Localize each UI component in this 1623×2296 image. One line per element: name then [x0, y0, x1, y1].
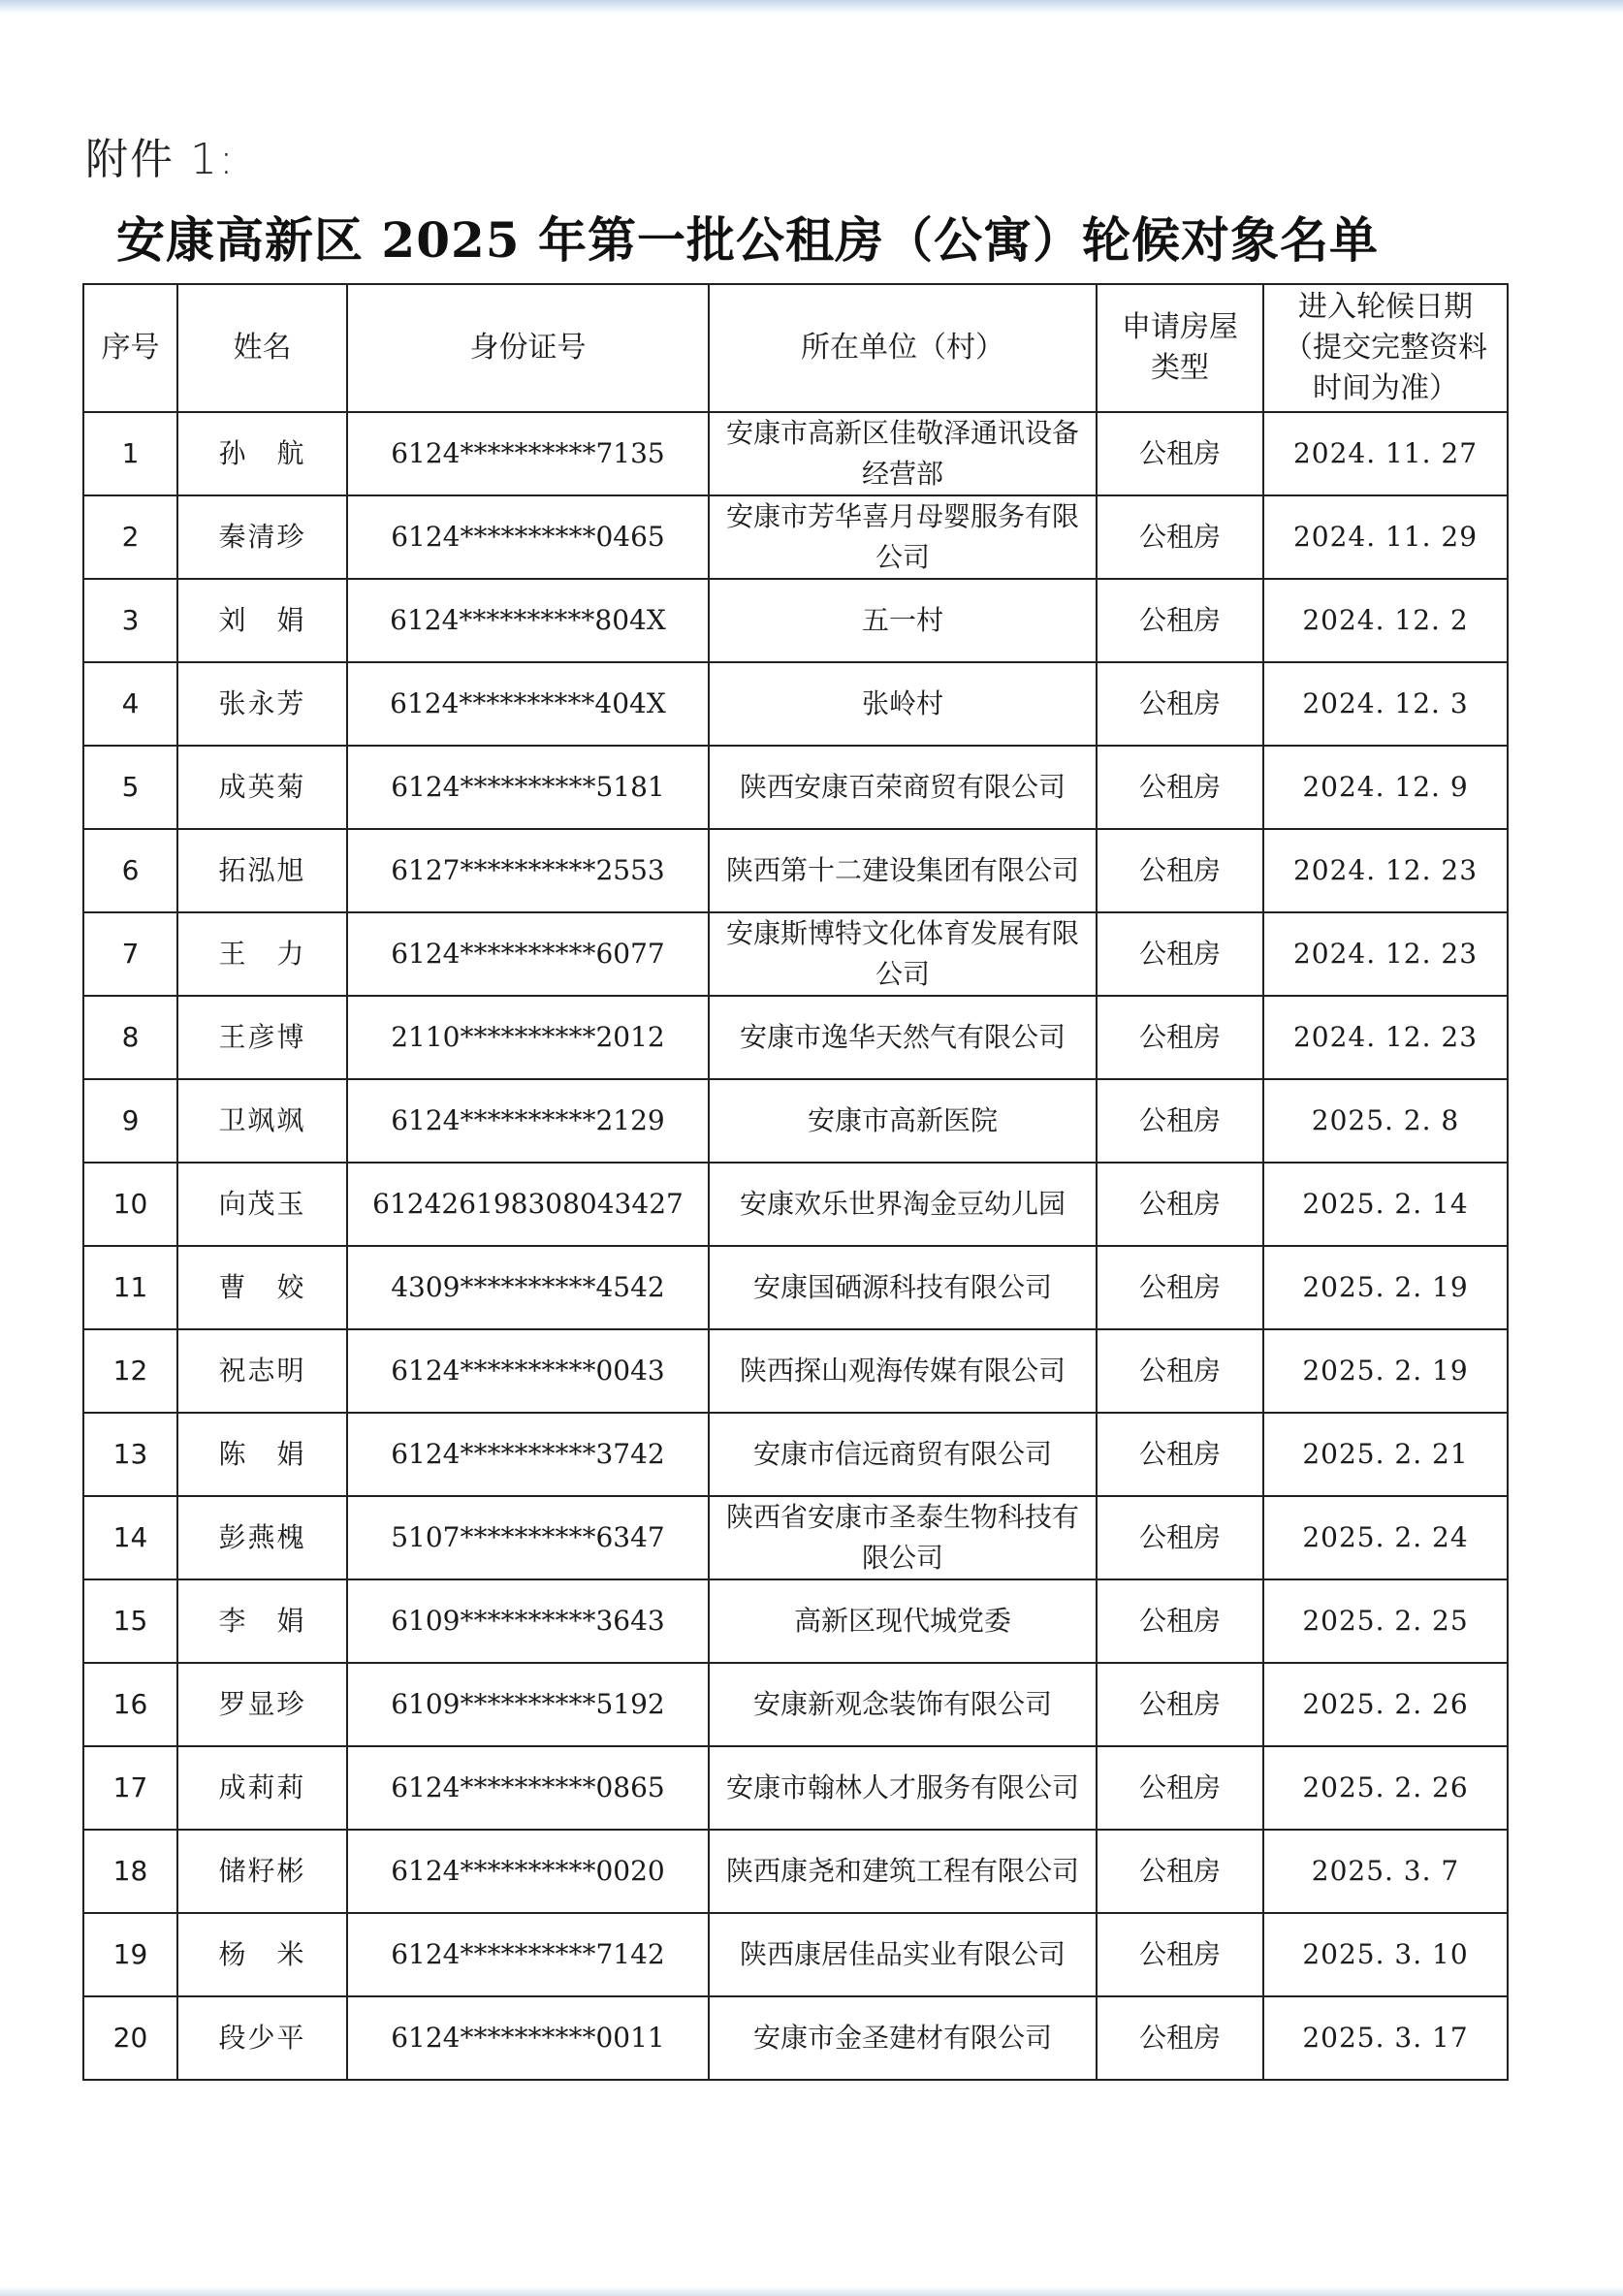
row-housing-type: 公租房: [1097, 1329, 1263, 1413]
row-waitlist-date: 2025. 3. 10: [1263, 1913, 1508, 1996]
table-row: [83, 996, 1508, 1079]
row-waitlist-date: 2025. 2. 24: [1263, 1496, 1508, 1579]
table-row: [83, 495, 1508, 579]
row-number: 10: [83, 1163, 177, 1246]
waitlist-table: [82, 283, 1509, 2081]
row-number: 1: [83, 412, 177, 495]
row-id-number: 6124**********0465: [347, 495, 709, 579]
row-housing-type: 公租房: [1097, 829, 1263, 912]
row-id-number: 612426198308043427: [347, 1163, 709, 1246]
row-unit: 高新区现代城党委: [709, 1579, 1097, 1663]
row-unit: 安康市高新医院: [709, 1079, 1097, 1163]
row-housing-type: 公租房: [1097, 1496, 1263, 1579]
row-housing-type: 公租房: [1097, 1830, 1263, 1913]
row-name: 拓泓旭: [177, 829, 347, 912]
row-waitlist-date: 2024. 12. 23: [1263, 829, 1508, 912]
table-row: [83, 579, 1508, 662]
row-waitlist-date: 2025. 2. 8: [1263, 1079, 1508, 1163]
row-housing-type: 公租房: [1097, 912, 1263, 996]
row-housing-type: 公租房: [1097, 1663, 1263, 1746]
row-number: 5: [83, 746, 177, 829]
row-id-number: 6124**********0865: [347, 1746, 709, 1830]
row-name: 孙 航: [177, 412, 347, 495]
row-waitlist-date: 2025. 2. 21: [1263, 1413, 1508, 1496]
row-number: 3: [83, 579, 177, 662]
row-number: 19: [83, 1913, 177, 1996]
row-id-number: 6124**********404X: [347, 662, 709, 746]
row-name: 祝志明: [177, 1329, 347, 1413]
row-waitlist-date: 2024. 12. 2: [1263, 579, 1508, 662]
row-id-number: 6124**********7142: [347, 1913, 709, 1996]
row-number: 7: [83, 912, 177, 996]
row-name: 王彦博: [177, 996, 347, 1079]
row-name: 杨 米: [177, 1913, 347, 1996]
row-unit: 安康市高新区佳敬泽通讯设备经营部: [709, 412, 1097, 495]
row-waitlist-date: 2025. 2. 19: [1263, 1246, 1508, 1329]
table-header-row: [83, 284, 1508, 412]
row-unit: 安康市翰林人才服务有限公司: [709, 1746, 1097, 1830]
row-number: 18: [83, 1830, 177, 1913]
row-unit: 陕西安康百荣商贸有限公司: [709, 746, 1097, 829]
header-type: 申请房屋类型: [1097, 284, 1263, 412]
row-unit: 陕西康居佳品实业有限公司: [709, 1913, 1097, 1996]
table-row: [83, 1579, 1508, 1663]
row-waitlist-date: 2025. 2. 26: [1263, 1746, 1508, 1830]
row-id-number: 6109**********5192: [347, 1663, 709, 1746]
row-number: 13: [83, 1413, 177, 1496]
row-number: 4: [83, 662, 177, 746]
row-unit: 安康市信远商贸有限公司: [709, 1413, 1097, 1496]
row-name: 成莉莉: [177, 1746, 347, 1830]
row-housing-type: 公租房: [1097, 662, 1263, 746]
row-unit: 安康国硒源科技有限公司: [709, 1246, 1097, 1329]
row-id-number: 6124**********0011: [347, 1996, 709, 2080]
row-name: 向茂玉: [177, 1163, 347, 1246]
row-name: 秦清珍: [177, 495, 347, 579]
row-unit: 安康新观念装饰有限公司: [709, 1663, 1097, 1746]
row-unit: 陕西康尧和建筑工程有限公司: [709, 1830, 1097, 1913]
row-waitlist-date: 2025. 3. 7: [1263, 1830, 1508, 1913]
table-row: [83, 829, 1508, 912]
row-unit: 安康市逸华天然气有限公司: [709, 996, 1097, 1079]
row-waitlist-date: 2025. 2. 19: [1263, 1329, 1508, 1413]
row-unit: 陕西省安康市圣泰生物科技有限公司: [709, 1496, 1097, 1579]
header-id: 身份证号: [347, 284, 709, 412]
table-row: [83, 662, 1508, 746]
row-housing-type: 公租房: [1097, 1913, 1263, 1996]
row-unit: 五一村: [709, 579, 1097, 662]
row-waitlist-date: 2024. 11. 27: [1263, 412, 1508, 495]
row-waitlist-date: 2025. 3. 17: [1263, 1996, 1508, 2080]
row-name: 刘 娟: [177, 579, 347, 662]
row-name: 储籽彬: [177, 1830, 347, 1913]
row-housing-type: 公租房: [1097, 412, 1263, 495]
row-id-number: 5107**********6347: [347, 1496, 709, 1579]
row-housing-type: 公租房: [1097, 746, 1263, 829]
row-housing-type: 公租房: [1097, 1579, 1263, 1663]
row-id-number: 4309**********4542: [347, 1246, 709, 1329]
scan-edge-top: [0, 0, 1623, 14]
row-unit: 安康欢乐世界淘金豆幼儿园: [709, 1163, 1097, 1246]
row-housing-type: 公租房: [1097, 1996, 1263, 2080]
row-unit: 陕西第十二建设集团有限公司: [709, 829, 1097, 912]
row-waitlist-date: 2024. 11. 29: [1263, 495, 1508, 579]
table-row: [83, 1830, 1508, 1913]
header-date: 进入轮候日期（提交完整资料时间为准）: [1263, 284, 1508, 412]
row-number: 12: [83, 1329, 177, 1413]
table-row: [83, 1079, 1508, 1163]
table-row: [83, 1663, 1508, 1746]
row-number: 14: [83, 1496, 177, 1579]
table-row: [83, 1329, 1508, 1413]
row-name: 段少平: [177, 1996, 347, 2080]
row-waitlist-date: 2025. 2. 26: [1263, 1663, 1508, 1746]
row-unit: 安康斯博特文化体育发展有限公司: [709, 912, 1097, 996]
row-id-number: 6124**********804X: [347, 579, 709, 662]
row-housing-type: 公租房: [1097, 1246, 1263, 1329]
row-waitlist-date: 2024. 12. 9: [1263, 746, 1508, 829]
row-id-number: 6124**********5181: [347, 746, 709, 829]
row-number: 15: [83, 1579, 177, 1663]
row-number: 6: [83, 829, 177, 912]
row-name: 成英菊: [177, 746, 347, 829]
header-no: 序号: [83, 284, 177, 412]
table-row: [83, 1996, 1508, 2080]
row-number: 20: [83, 1996, 177, 2080]
row-name: 彭燕槐: [177, 1496, 347, 1579]
table-body: [83, 412, 1508, 2080]
row-housing-type: 公租房: [1097, 495, 1263, 579]
table-row: [83, 1163, 1508, 1246]
row-waitlist-date: 2025. 2. 25: [1263, 1579, 1508, 1663]
row-housing-type: 公租房: [1097, 1163, 1263, 1246]
row-housing-type: 公租房: [1097, 1413, 1263, 1496]
row-unit: 张岭村: [709, 662, 1097, 746]
row-housing-type: 公租房: [1097, 579, 1263, 662]
row-number: 8: [83, 996, 177, 1079]
table-row: [83, 1746, 1508, 1830]
row-id-number: 6109**********3643: [347, 1579, 709, 1663]
table-row: [83, 1413, 1508, 1496]
row-id-number: 6124**********6077: [347, 912, 709, 996]
row-waitlist-date: 2025. 2. 14: [1263, 1163, 1508, 1246]
row-id-number: 6124**********0020: [347, 1830, 709, 1913]
row-id-number: 6124**********3742: [347, 1413, 709, 1496]
scan-edge-bottom: [0, 2286, 1623, 2296]
document-title: 安康高新区 2025 年第一批公租房（公寓）轮候对象名单: [116, 211, 1379, 269]
row-number: 16: [83, 1663, 177, 1746]
row-id-number: 6124**********0043: [347, 1329, 709, 1413]
table-row: [83, 412, 1508, 495]
row-housing-type: 公租房: [1097, 1746, 1263, 1830]
table-row: [83, 1496, 1508, 1579]
row-number: 17: [83, 1746, 177, 1830]
row-id-number: 6127**********2553: [347, 829, 709, 912]
row-waitlist-date: 2024. 12. 23: [1263, 996, 1508, 1079]
row-unit: 安康市芳华喜月母婴服务有限公司: [709, 495, 1097, 579]
row-id-number: 2110**********2012: [347, 996, 709, 1079]
row-number: 2: [83, 495, 177, 579]
row-housing-type: 公租房: [1097, 996, 1263, 1079]
row-number: 9: [83, 1079, 177, 1163]
row-housing-type: 公租房: [1097, 1079, 1263, 1163]
header-unit: 所在单位（村）: [709, 284, 1097, 412]
row-unit: 安康市金圣建材有限公司: [709, 1996, 1097, 2080]
header-name: 姓名: [177, 284, 347, 412]
row-name: 陈 娟: [177, 1413, 347, 1496]
row-name: 张永芳: [177, 662, 347, 746]
table-row: [83, 1246, 1508, 1329]
table-row: [83, 1913, 1508, 1996]
table-row: [83, 746, 1508, 829]
row-id-number: 6124**********2129: [347, 1079, 709, 1163]
row-waitlist-date: 2024. 12. 3: [1263, 662, 1508, 746]
row-name: 李 娟: [177, 1579, 347, 1663]
row-id-number: 6124**********7135: [347, 412, 709, 495]
row-number: 11: [83, 1246, 177, 1329]
attachment-label: 附件 1:: [85, 135, 236, 184]
row-name: 卫飒飒: [177, 1079, 347, 1163]
row-name: 罗显珍: [177, 1663, 347, 1746]
row-name: 曹 姣: [177, 1246, 347, 1329]
row-name: 王 力: [177, 912, 347, 996]
row-waitlist-date: 2024. 12. 23: [1263, 912, 1508, 996]
row-unit: 陕西探山观海传媒有限公司: [709, 1329, 1097, 1413]
table-row: [83, 912, 1508, 996]
